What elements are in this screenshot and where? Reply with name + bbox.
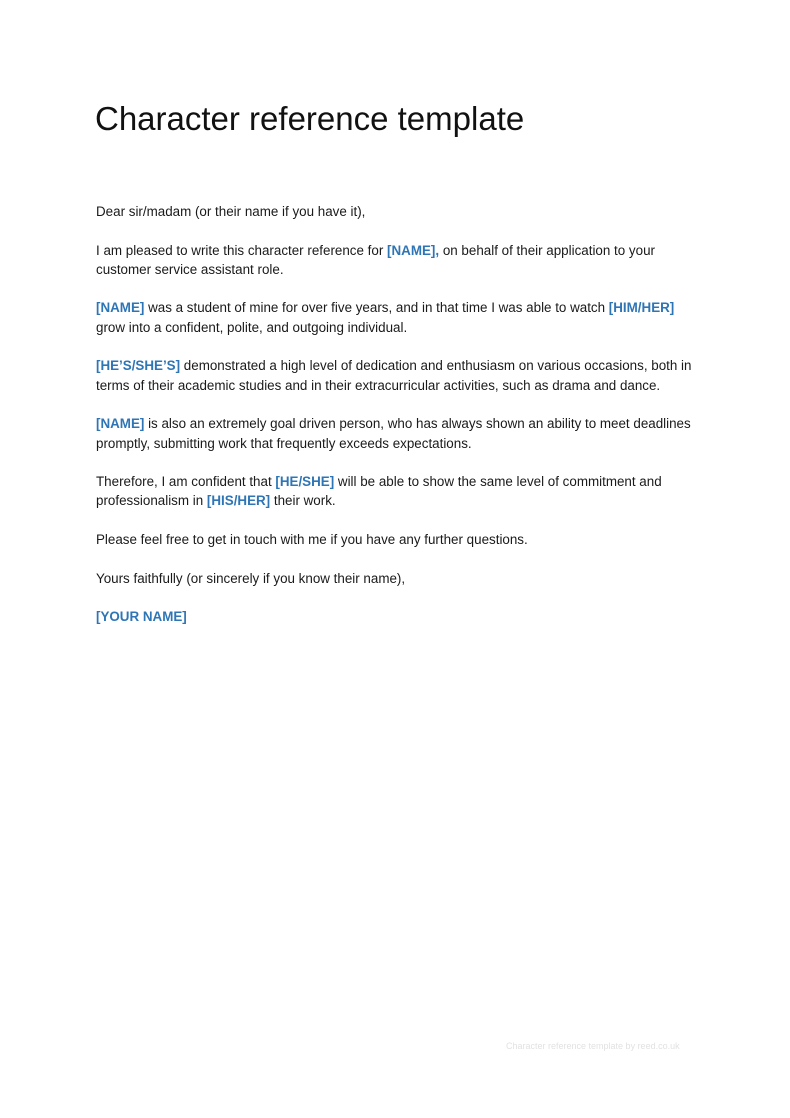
letter-paragraph (96, 414, 696, 453)
letter-body (96, 202, 696, 646)
placeholder-field: [HE/SHE] (275, 474, 335, 490)
paragraph-text: Yours faithfully (or sincerely if you know their name), (96, 570, 406, 586)
paragraph-text: will be able to show the same level of commitment and professionalism in (96, 474, 662, 509)
paragraph-text: their work. (270, 493, 336, 509)
letter-paragraph (96, 202, 696, 221)
paragraph-text: demonstrated a high level of dedication and enthusiasm on various occasions, both in terms of their academic studies and in their extracurricular activities, such as drama and dance. (96, 358, 692, 393)
paragraph-text: Dear sir/madam (or their name if you have it), (96, 204, 366, 219)
letter-paragraph (96, 607, 696, 626)
paragraph-text: on behalf of their application to your customer service assistant role. (96, 242, 655, 277)
placeholder-field: [YOUR NAME] (96, 609, 187, 625)
letter-paragraph (96, 472, 696, 511)
letter-paragraph (96, 530, 696, 549)
paragraph-text: was a student of mine for over five years, and in that time I was able to watch (144, 300, 609, 316)
placeholder-field: [HIS/HER] (206, 493, 271, 509)
placeholder-field: [HE’S/SHE’S] (96, 358, 181, 374)
placeholder-field: [HIM/HER] (608, 300, 675, 316)
footer-credit: Character reference template by reed.co.uk (506, 1041, 680, 1051)
letter-paragraph (96, 298, 696, 337)
letter-paragraph (96, 356, 696, 395)
letter-paragraph (96, 569, 696, 588)
letter-paragraph (96, 241, 696, 280)
paragraph-text: Therefore, I am confident that (96, 474, 276, 490)
paragraph-text: grow into a confident, polite, and outgoing individual. (96, 319, 408, 335)
placeholder-field: [NAME] (96, 416, 145, 432)
paragraph-text: Please feel free to get in touch with me if you have any further questions. (96, 532, 528, 548)
document-title: Character reference template (95, 100, 525, 137)
paragraph-text: I am pleased to write this character reference for (96, 242, 388, 258)
placeholder-field: [NAME], (387, 242, 440, 258)
paragraph-text: is also an extremely goal driven person, who has always shown an ability to meet deadlines promptly, submitting work that frequently exceeds expectations. (96, 416, 691, 451)
placeholder-field: [NAME] (96, 300, 145, 316)
